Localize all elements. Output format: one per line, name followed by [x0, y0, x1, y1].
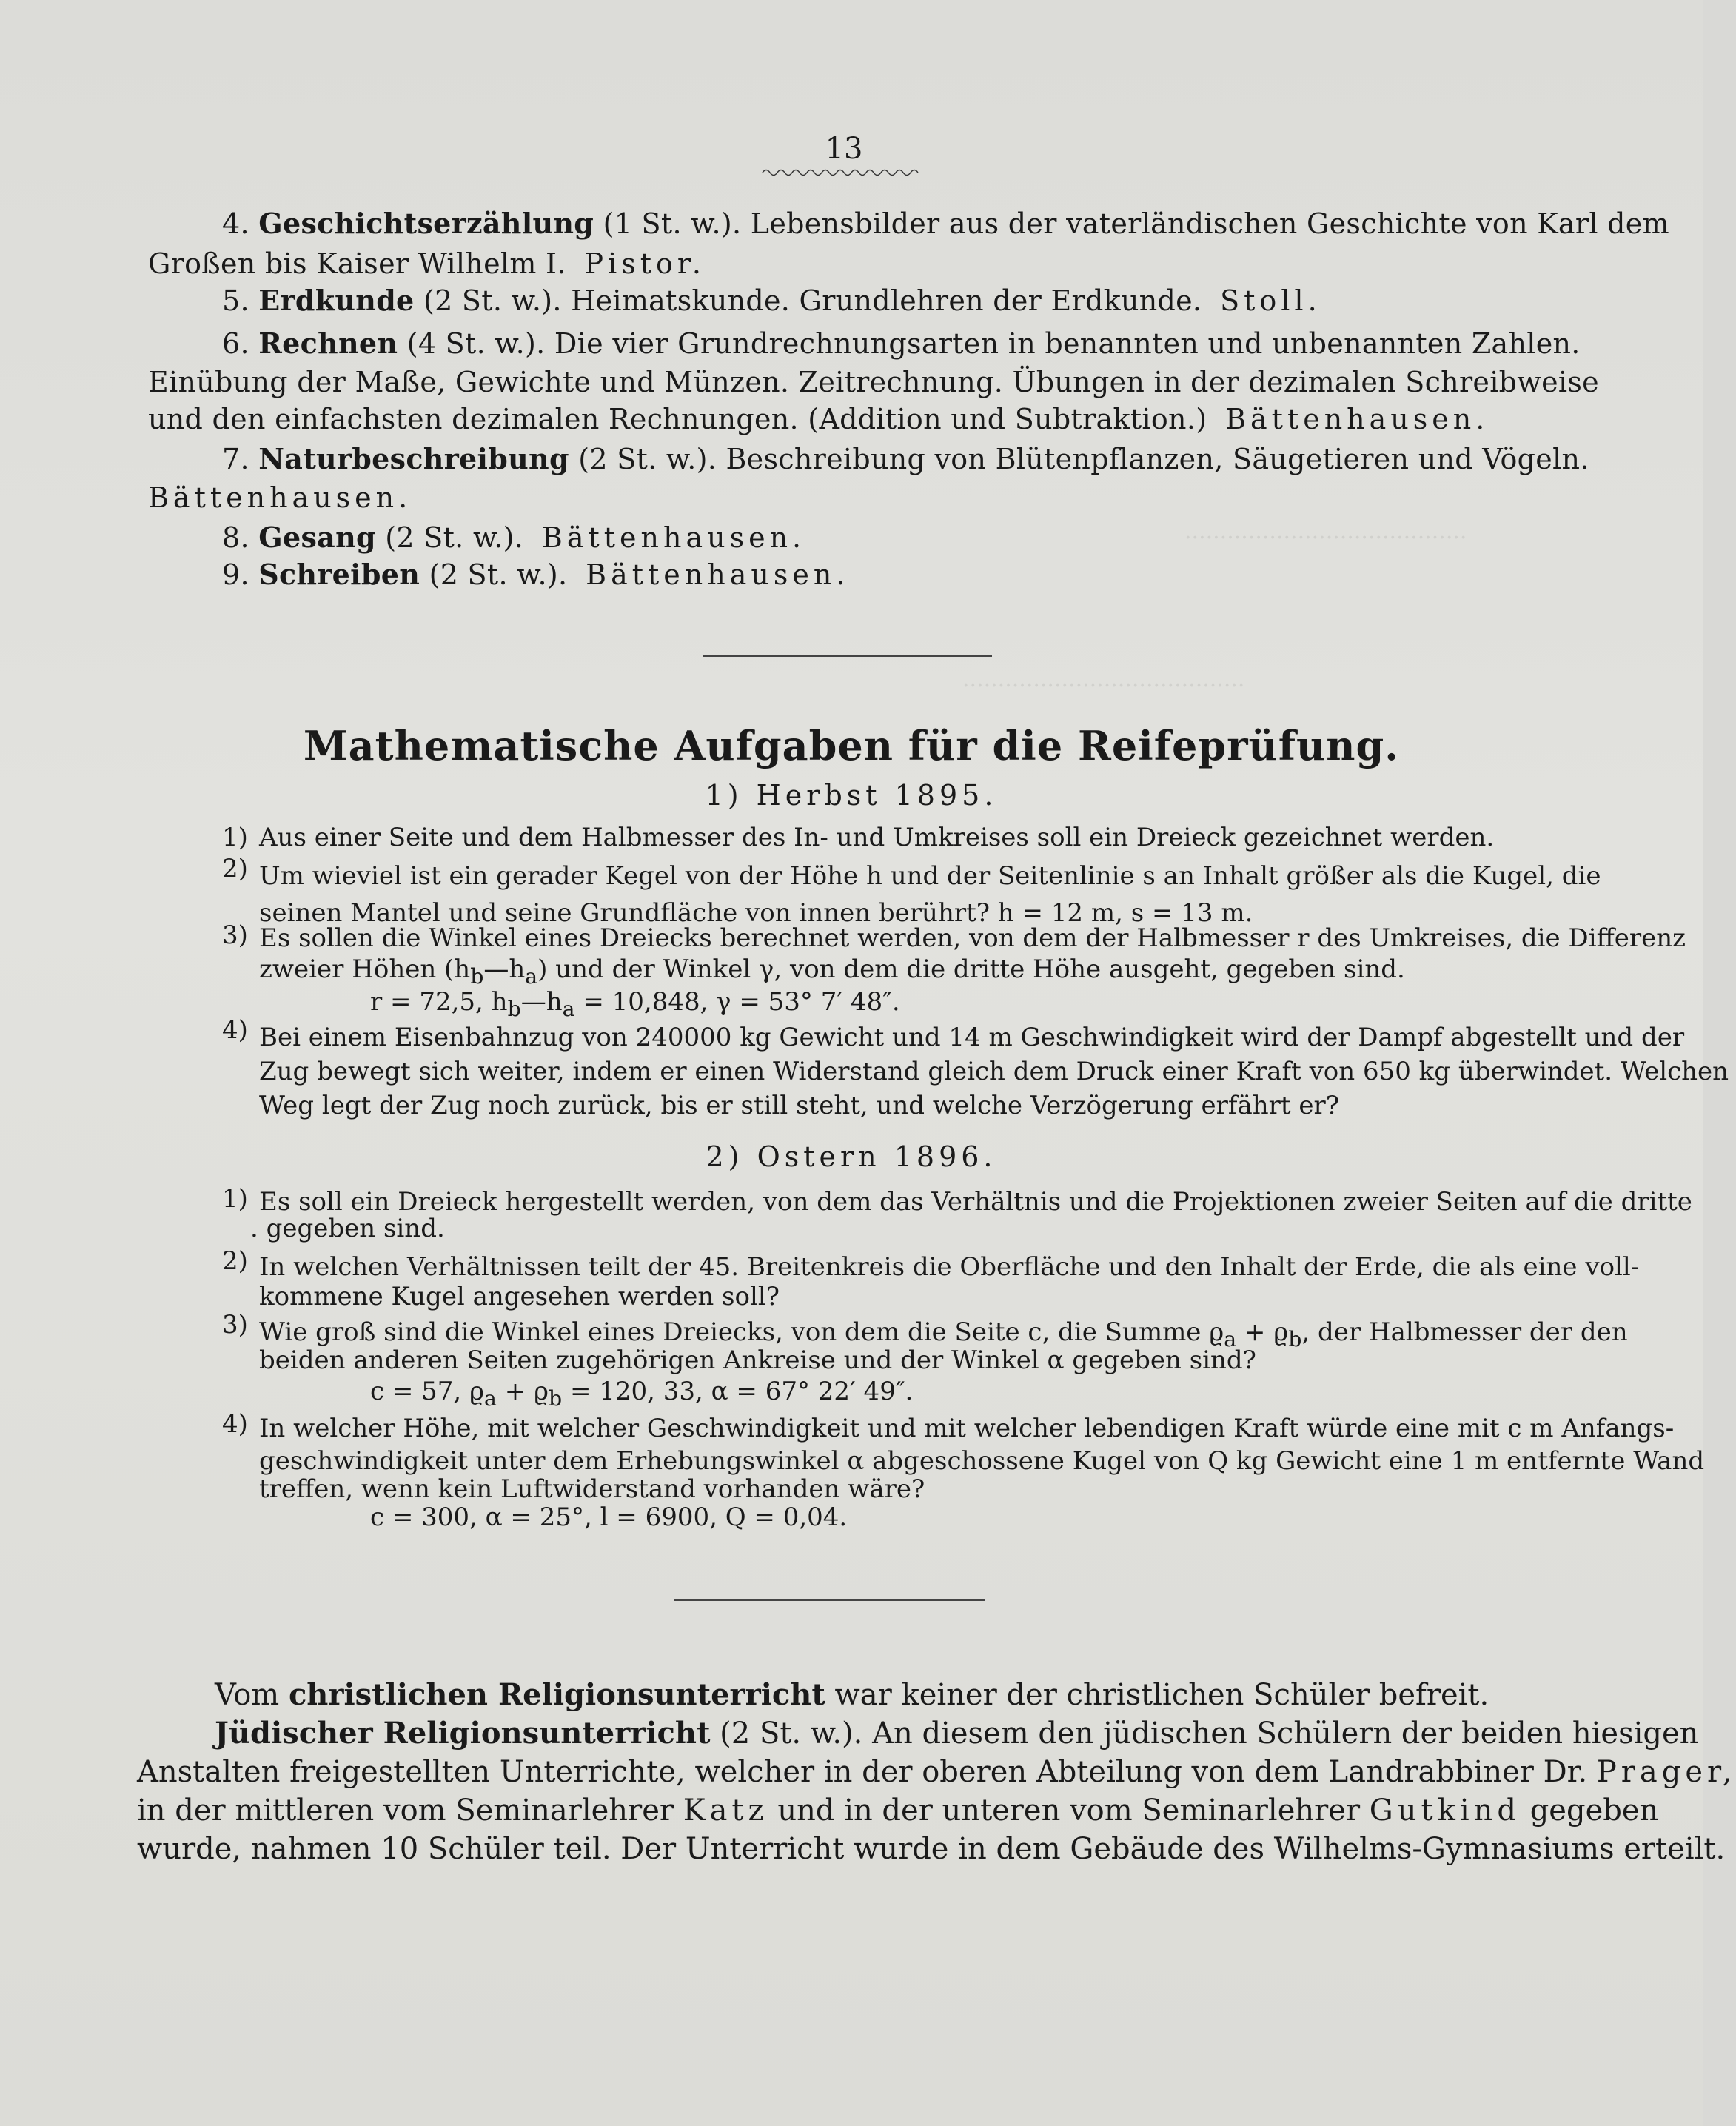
curriculum-line: und den einfachsten dezimalen Rechnungen. (Addition und Subtraktion.) Bättenhausen.: [148, 403, 1489, 435]
teacher-name: Stoll.: [1220, 284, 1321, 317]
problem-text: In welchen Verhältnissen teilt der 45. Breitenkreis die Oberfläche und den Inhalt der Erde, die als eine voll-: [259, 1252, 1640, 1282]
person-name: Prager,: [1596, 1755, 1736, 1789]
problem-number: 1): [222, 1184, 248, 1214]
curriculum-line: 8. Gesang (2 St. w.). Bättenhausen.: [222, 521, 806, 554]
section-heading: Mathematische Aufgaben für die Reifeprüfung.: [303, 722, 1400, 769]
curriculum-line: Einübung der Maße, Gewichte und Münzen. Zeitrechnung. Übungen in der dezimalen Schreibweise: [148, 366, 1599, 398]
problem-text: Zug bewegt sich weiter, indem er einen Widerstand gleich dem Druck einer Kraft von 650 kg überwindet. Welchen: [259, 1057, 1729, 1086]
curriculum-line: 5. Erdkunde (2 St. w.). Heimatskunde. Grundlehren der Erdkunde. Stoll.: [222, 284, 1321, 317]
subject-title: Naturbeschreibung: [258, 442, 569, 475]
teacher-name: Bättenhausen.: [148, 481, 412, 514]
religion-line: Vom christlichen Religionsunterricht war keiner der christlichen Schüler befreit.: [215, 1677, 1489, 1712]
problem-values: c = 57, $ϱ_a + ϱ_b = 120$, 33, α = 67° 22′ 49″.: [370, 1377, 914, 1411]
problem-number: 1): [222, 823, 248, 852]
problem-text: kommene Kugel angesehen werden soll?: [259, 1282, 780, 1311]
problem-text: Es sollen die Winkel eines Dreiecks berechnet werden, von dem der Halbmesser r des Umkreises, die Differenz: [259, 923, 1686, 953]
curriculum-line: 4. Geschichtserzählung (1 St. w.). Lebensbilder aus der vaterländischen Geschichte von Karl dem: [222, 207, 1669, 240]
exam-date-heading: 2) Ostern 1896.: [706, 1140, 997, 1173]
problem-text: Weg legt der Zug noch zurück, bis er still steht, und welche Verzögerung erfährt er?: [259, 1091, 1339, 1120]
wavy-ornament: [763, 167, 918, 178]
problem-number: 4): [222, 1015, 248, 1045]
teacher-name: Pistor.: [584, 247, 706, 280]
subject-title: Geschichtserzählung: [258, 207, 594, 240]
religion-line: in der mittleren vom Seminarlehrer Katz und in der unteren vom Seminarlehrer Gutkind gegeben: [137, 1794, 1659, 1828]
problem-text: beiden anderen Seiten zugehörigen Ankreise und der Winkel α gegeben sind?: [259, 1346, 1256, 1375]
teacher-name: Bättenhausen.: [586, 558, 850, 591]
problem-number: 2): [222, 854, 248, 883]
curriculum-line: 6. Rechnen (4 St. w.). Die vier Grundrechnungsarten in benannten und unbenannten Zahlen.: [222, 327, 1581, 360]
exam-date-heading: 1) Herbst 1895.: [705, 779, 998, 812]
problem-text: zweier Höhen $(h_b—h_a)$ und der Winkel γ, von dem die dritte Höhe ausgeht, gegeben sind.: [259, 955, 1405, 989]
problem-text: . gegeben sind.: [250, 1214, 445, 1243]
person-name: Katz: [683, 1794, 768, 1828]
problem-number: 2): [222, 1246, 248, 1276]
problem-values: c = 300, α = 25°, l = 6900, Q = 0,04.: [370, 1502, 848, 1532]
religion-line: wurde, nahmen 10 Schüler teil. Der Unterricht wurde in dem Gebäude des Wilhelms-Gymnasiums erteilt.: [137, 1832, 1726, 1866]
curriculum-line: 9. Schreiben (2 St. w.). Bättenhausen.: [222, 558, 850, 591]
problem-text: Wie groß sind die Winkel eines Dreiecks, von dem die Seite c, die Summe $ϱ_a + ϱ_b$, der Halbmesser der den: [259, 1317, 1628, 1351]
bleed-through-text: ........................................: [962, 666, 1245, 692]
curriculum-line: Großen bis Kaiser Wilhelm I. Pistor.: [148, 247, 706, 280]
problem-text: In welcher Höhe, mit welcher Geschwindigkeit und mit welcher lebendigen Kraft würde eine mit c m Anfangs-: [259, 1414, 1675, 1443]
problem-number: 4): [222, 1409, 248, 1439]
problem-number: 3): [222, 920, 248, 950]
problem-text: seinen Mantel und seine Grundfläche von innen berührt? h = 12 m, s = 13 m.: [259, 898, 1253, 928]
subject-title: Erdkunde: [258, 284, 415, 317]
problem-text: Aus einer Seite und dem Halbmesser des In- und Umkreises soll ein Dreieck gezeichnet werden.: [259, 823, 1495, 852]
problem-text: geschwindigkeit unter dem Erhebungswinkel α abgeschossene Kugel von Q kg Gewicht eine 1 m entfernte Wand: [259, 1446, 1705, 1476]
curriculum-line: [148, 478, 1540, 517]
curriculum-line: 7. Naturbeschreibung (2 St. w.). Beschreibung von Blütenpflanzen, Säugetieren und Vögeln.: [222, 442, 1589, 475]
problem-text: treffen, wenn kein Luftwiderstand vorhanden wäre?: [259, 1474, 925, 1504]
religion-line: Anstalten freigestellten Unterrichte, welcher in der oberen Abteilung von dem Landrabbiner Dr. Prager,: [137, 1755, 1736, 1789]
problem-number: 3): [222, 1310, 248, 1340]
subject-title: Gesang: [258, 521, 376, 554]
problem-text: Es soll ein Dreieck hergestellt werden, von dem das Verhältnis und die Projektionen zweier Seiten auf die dritte: [259, 1187, 1692, 1217]
teacher-name: Bättenhausen.: [1225, 403, 1489, 435]
problem-text: Bei einem Eisenbahnzug von 240000 kg Gewicht und 14 m Geschwindigkeit wird der Dampf abgestellt und der: [259, 1023, 1685, 1052]
page-number: 13: [825, 132, 863, 166]
teacher-name: Bättenhausen.: [541, 521, 806, 554]
subject-title: Rechnen: [258, 327, 398, 360]
religion-line: Jüdischer Religionsunterricht (2 St. w.). An diesem den jüdischen Schülern der beiden hiesigen: [215, 1716, 1699, 1751]
subject-title: Schreiben: [258, 558, 420, 591]
section-divider: [674, 1599, 985, 1601]
section-divider: [703, 655, 992, 657]
bleed-through-text: ........................................: [1184, 518, 1467, 544]
person-name: Gutkind: [1369, 1794, 1521, 1828]
problem-values: r = 72,5, $h_b—h_a = 10,848$, γ = 53° 7′ 48″.: [370, 987, 900, 1021]
problem-text: Um wieviel ist ein gerader Kegel von der Höhe h und der Seitenlinie s an Inhalt größer als die Kugel, die: [259, 861, 1601, 891]
